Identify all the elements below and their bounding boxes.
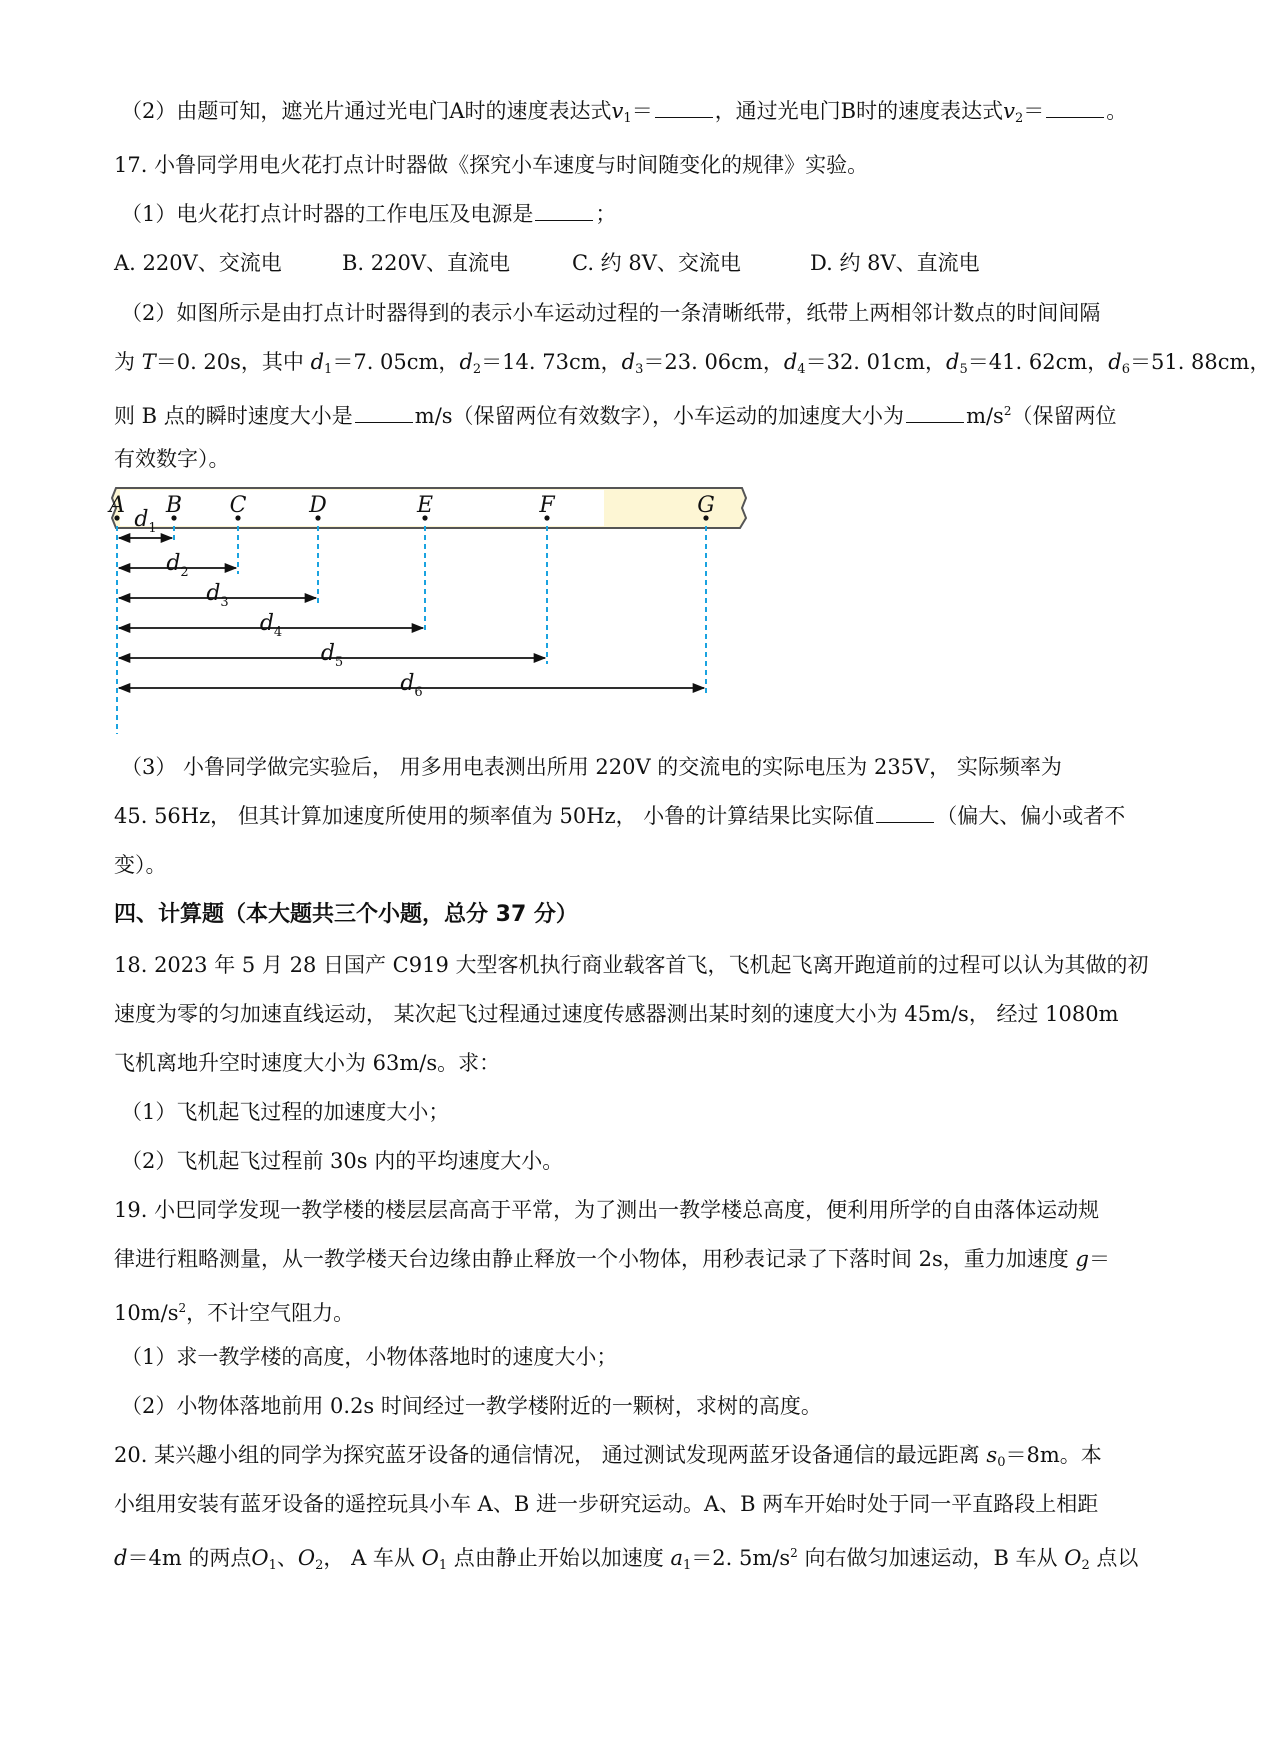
option-a: A. 220V、交流电	[114, 251, 282, 275]
point-label-f: F	[539, 493, 555, 518]
point-label-b: B	[165, 493, 183, 518]
q19-part1: （1）求一教学楼的高度，小物体落地时的速度大小；	[121, 1345, 618, 1369]
answer-blank[interactable]	[876, 804, 934, 823]
q20-line3: d＝4m 的两点$O_1$、$O_2$， A 车从 $O_1$ 点由静止开始以加速度 $a_1=2$. $5m/s^2$ 向右做匀加速运动，B 车从 $O_2$ 点以	[114, 1546, 1139, 1573]
q18-part1: （1）飞机起飞过程的加速度大小；	[121, 1100, 450, 1124]
q17-part2-line3: 则 B 点的瞬时速度大小是 m/s（保留两位有效数字），小车运动的加速度大小为 $m/s^2$（保留两位	[114, 404, 1117, 428]
q17-part1: （1）电火花打点计时器的工作电压及电源是 ；	[121, 202, 617, 226]
q19-part2: （2）小物体落地前用 0.2s 时间经过一教学楼附近的一颗树，求树的高度。	[121, 1394, 822, 1418]
section-heading: 四、计算题（本大题共三个小题，总分 37 分）	[114, 902, 578, 927]
q18-line1: 18. 2023 年 5 月 28 日国产 C919 大型客机执行商业载客首飞，飞机起飞离开跑道前的过程可以认为其做的初	[114, 953, 1149, 977]
q20-line2: 小组用安装有蓝牙设备的遥控玩具小车 A、B 进一步研究运动。A、B 两车开始时处于同一平直路段上相距	[114, 1492, 1099, 1516]
paper-tape-figure	[110, 482, 750, 742]
distance-label-d2: $d_2$	[166, 551, 189, 580]
q17-part2-line1: （2）如图所示是由打点计时器得到的表示小车运动过程的一条清晰纸带，纸带上两相邻计数点的时间间隔	[121, 301, 1101, 325]
q17-part3-line2: 45. 56Hz， 但其计算加速度所使用的频率值为 50Hz， 小鲁的计算结果比实际值 （偏大、偏小或者不	[114, 804, 1126, 828]
answer-blank[interactable]	[535, 202, 593, 221]
q19-line3: $10m/s^2$，不计空气阻力。	[114, 1301, 355, 1325]
q20-line1: 20. 某兴趣小组的同学为探究蓝牙设备的通信情况， 通过测试发现两蓝牙设备通信的最远距离 $s_0=8m$。本	[114, 1443, 1102, 1470]
d2-value: $d_2=14$. 73cm，	[459, 350, 622, 377]
q18-line2: 速度为零的匀加速直线运动， 某次起飞过程通过速度传感器测出某时刻的速度大小为 45m/s， 经过 1080m	[114, 1002, 1119, 1026]
d3-value: $d_3=23$. 06cm，	[621, 350, 784, 377]
distance-label-d3: $d_3$	[206, 581, 229, 610]
q17-part3-line1: （3） 小鲁同学做完实验后， 用多用电表测出所用 220V 的交流电的实际电压为 235V， 实际频率为	[121, 755, 1062, 779]
distance-label-d4: $d_4$	[259, 611, 283, 640]
answer-blank[interactable]	[655, 99, 713, 118]
option-b: B. 220V、直流电	[342, 251, 511, 275]
q17-part2-line4: 有效数字）。	[114, 447, 230, 471]
q18-part2: （2）飞机起飞过程前 30s 内的平均速度大小。	[121, 1149, 564, 1173]
option-d: D. 约 8V、直流电	[810, 251, 980, 275]
distance-label-d6: $d_6$	[400, 671, 423, 700]
q17-title: 17. 小鲁同学用电火花打点计时器做《探究小车速度与时间随变化的规律》实验。	[114, 153, 869, 177]
answer-blank[interactable]	[1046, 99, 1104, 118]
q17-part2-line2: 为 T＝0. 20s，其中 $d_1=7$. 05cm，$d_2=14$. 73cm，$d_3=23$. 06cm，$d_4=32$. 01cm，$d_5=41$. 62cm，$d_6=51$. 88cm，	[114, 350, 1270, 377]
tape-light-section	[120, 490, 604, 526]
distance-label-d5: $d_5$	[320, 641, 344, 670]
d4-value: $d_4=32$. 01cm，	[783, 350, 947, 377]
answer-blank[interactable]	[906, 404, 964, 423]
q19-line2: 律进行粗略测量，从一教学楼天台边缘由静止释放一个小物体，用秒表记录了下落时间 2s，重力加速度 g＝	[114, 1247, 1110, 1271]
point-label-g: G	[697, 493, 715, 518]
answer-blank[interactable]	[355, 404, 413, 423]
option-c: C. 约 8V、交流电	[572, 251, 741, 275]
q17-part3-line3: 变）。	[114, 853, 167, 877]
point-label-c: C	[229, 493, 247, 518]
point-label-a: A	[109, 493, 125, 518]
q19-line1: 19. 小巴同学发现一教学楼的楼层层高高于平常，为了测出一教学楼总高度，便利用所学的自由落体运动规	[114, 1198, 1100, 1222]
point-label-e: E	[416, 493, 434, 518]
point-label-d: D	[309, 493, 327, 518]
q18-line3: 飞机离地升空时速度大小为 63m/s。求：	[114, 1051, 501, 1075]
distance-label-d1: $d_1$	[134, 507, 157, 536]
d1-value: $d_1=7$. 05cm，	[310, 350, 460, 377]
d6-value: $d_6=51$. 88cm，	[1108, 350, 1270, 377]
q16-part2: （2）由题可知，遮光片通过光电门A时的速度表达式$v_1=$ ，通过光电门B时的速度表达式$v_2=$ 。	[121, 99, 1128, 126]
d5-value: $d_5=41$. 62cm，	[946, 350, 1109, 377]
